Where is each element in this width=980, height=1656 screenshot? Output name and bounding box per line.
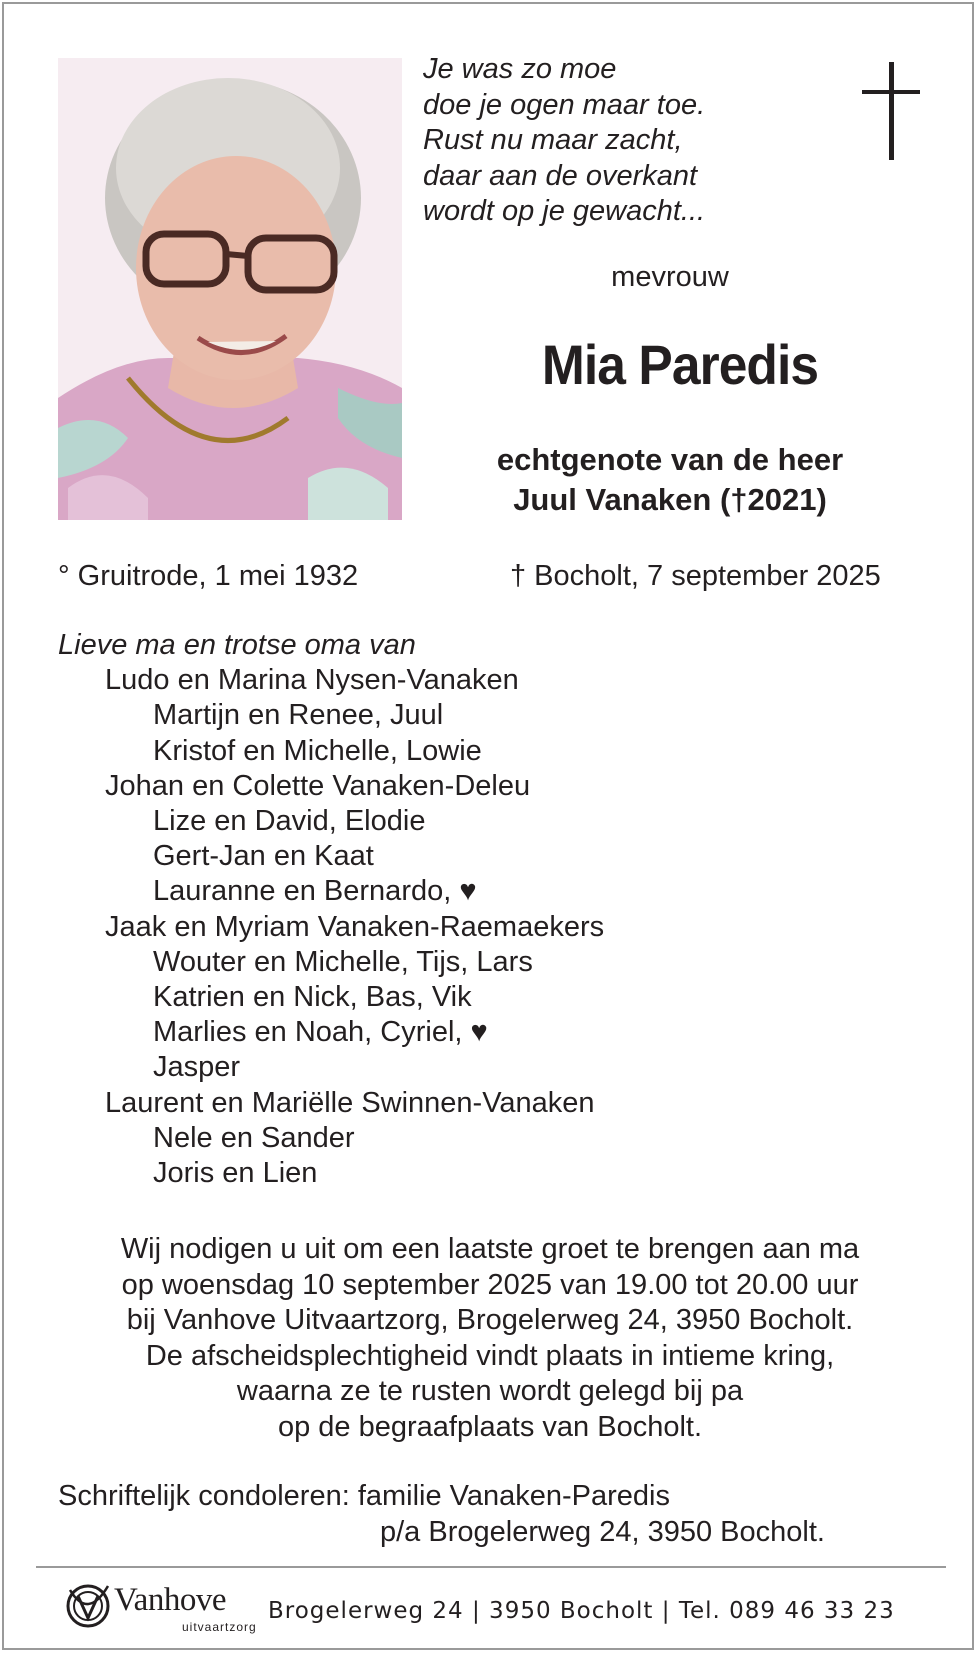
funeral-home-address: Brogelerweg 24 | 3950 Bocholt | Tel. 089 46 33 23 bbox=[268, 1598, 895, 1624]
vanhove-logo-icon bbox=[64, 1580, 112, 1637]
family-member: Joris en Lien bbox=[153, 1157, 318, 1190]
poem-line: doe je ogen maar toe. bbox=[423, 88, 706, 121]
invitation-line: bij Vanhove Uitvaartzorg, Brogelerweg 24, 3950 Bocholt. bbox=[126, 1304, 854, 1336]
death-date: † Bocholt, 7 september 2025 bbox=[510, 560, 881, 592]
poem bbox=[423, 52, 705, 230]
spouse-block bbox=[440, 440, 900, 520]
spouse-name: Juul Vanaken (†2021) bbox=[513, 482, 827, 517]
invitation-line: op woensdag 10 september 2025 van 19.00 tot 20.00 uur bbox=[121, 1268, 859, 1301]
invitation-line: Wij nodigen u uit om een laatste groet te brengen aan ma bbox=[120, 1233, 860, 1265]
family-member: Wouter en Michelle, Tijs, Lars bbox=[153, 945, 533, 978]
family-member: Jaak en Myriam Vanaken-Raemaekers bbox=[105, 910, 605, 943]
family-member: Jasper bbox=[153, 1051, 241, 1084]
family-member: Martijn en Renee, Juul bbox=[153, 699, 444, 732]
deceased-name: Mia Paredis bbox=[541, 333, 819, 396]
invitation-line: waarna ze te rusten wordt gelegd bij pa bbox=[236, 1375, 744, 1407]
poem-line: Rust nu maar zacht, bbox=[423, 124, 683, 156]
family-member: Lize en David, Elodie bbox=[153, 805, 426, 838]
latin-cross-icon bbox=[862, 62, 922, 165]
honorific: mevrouw bbox=[611, 261, 729, 293]
invitation-line: De afscheidsplechtigheid vindt plaats in intieme kring, bbox=[145, 1339, 835, 1372]
family-member: Marlies en Noah, Cyriel, ♥ bbox=[153, 1016, 488, 1049]
family-member: Gert-Jan en Kaat bbox=[153, 840, 374, 873]
spouse-relation: echtgenote van de heer bbox=[496, 442, 844, 477]
family-member: Lauranne en Bernardo, ♥ bbox=[153, 875, 477, 908]
family-intro: Lieve ma en trotse oma van bbox=[58, 629, 416, 661]
poem-line: wordt op je gewacht... bbox=[423, 195, 706, 227]
invitation-line: op de begraafplaats van Bocholt. bbox=[277, 1410, 703, 1443]
family-member: Laurent en Mariëlle Swinnen-Vanaken bbox=[105, 1086, 595, 1119]
footer-divider bbox=[36, 1566, 946, 1568]
funeral-home-logo bbox=[64, 1578, 257, 1640]
poem-line: daar aan de overkant bbox=[423, 159, 698, 192]
family-member: Nele en Sander bbox=[153, 1121, 355, 1154]
condolence-contact: Schriftelijk condoleren: familie Vanaken-Paredis bbox=[58, 1480, 670, 1512]
family-list bbox=[58, 628, 604, 1191]
poem-line: Je was zo moe bbox=[423, 53, 617, 85]
family-member: Katrien en Nick, Bas, Vik bbox=[153, 981, 472, 1014]
invitation-text bbox=[40, 1232, 940, 1445]
condolence-address: p/a Brogelerweg 24, 3950 Bocholt. bbox=[380, 1516, 825, 1548]
birth-date: ° Gruitrode, 1 mei 1932 bbox=[58, 560, 359, 592]
family-member: Ludo en Marina Nysen-Vanaken bbox=[105, 664, 519, 697]
family-member: Johan en Colette Vanaken-Deleu bbox=[105, 769, 531, 802]
portrait-photo bbox=[58, 58, 402, 520]
logo-name: Vanhove bbox=[114, 1582, 226, 1618]
family-member: Kristof en Michelle, Lowie bbox=[153, 734, 482, 767]
logo-subtitle: uitvaartzorg bbox=[182, 1620, 257, 1634]
